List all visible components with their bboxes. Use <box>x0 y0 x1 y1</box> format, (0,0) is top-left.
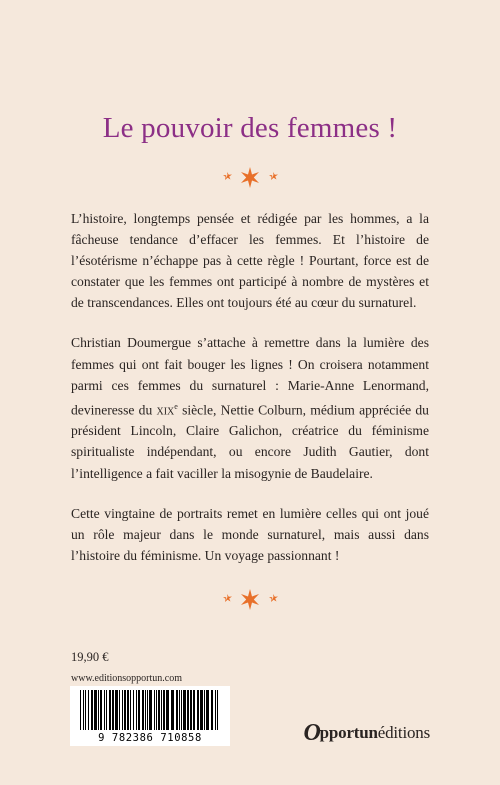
barcode-bar <box>124 690 126 730</box>
barcode-bar <box>179 690 180 730</box>
barcode-bar <box>187 690 189 730</box>
star-left-icon <box>223 172 232 180</box>
barcode-bar <box>83 690 84 730</box>
star-right-icon <box>269 172 278 180</box>
paragraph-2 <box>71 332 429 483</box>
barcode-bar <box>119 690 120 730</box>
barcode-bar <box>91 690 93 730</box>
star-right-icon <box>269 594 278 602</box>
barcode-bar <box>94 690 97 730</box>
century-numeral: xix <box>156 402 175 418</box>
barcode-bar <box>204 690 205 730</box>
barcode-bar <box>181 690 182 730</box>
barcode-bar <box>133 690 134 730</box>
publisher-mark: O <box>303 720 321 746</box>
barcode-bar <box>104 690 105 730</box>
barcode-bar <box>145 690 146 730</box>
barcode-bar <box>190 690 192 730</box>
barcode-bar <box>80 690 81 730</box>
barcode-bar <box>88 690 89 730</box>
barcode-bar <box>109 690 111 730</box>
barcode-bar <box>142 690 144 730</box>
three-stars-icon <box>210 165 290 191</box>
star-center-icon <box>241 589 259 610</box>
back-cover-text <box>71 208 429 585</box>
barcode-bar <box>193 690 195 730</box>
barcode-bar <box>115 690 118 730</box>
price: 19,90 € <box>71 650 109 664</box>
barcode-bar <box>106 690 107 730</box>
barcode-bar <box>158 690 160 730</box>
barcode-bar <box>215 690 216 730</box>
paragraph-2-part-a: Christian Doumergue s’attache à remettre dans la lumière des femmes qui ont fait bouger les lignes ! On croisera notamment parmi ces femmes du surnaturel : Marie-Anne Lenormand, devineresse du <box>71 335 429 418</box>
star-left-icon <box>223 594 232 602</box>
barcode-bar <box>206 690 209 730</box>
isbn-barcode <box>70 686 230 746</box>
barcode-bar <box>183 690 186 730</box>
publisher-name-strong: pportun <box>319 723 378 742</box>
barcode-bar <box>112 690 114 730</box>
barcode-bar <box>154 690 155 730</box>
barcode-bar <box>163 690 165 730</box>
barcode-bar <box>100 690 102 730</box>
three-stars-icon <box>210 587 290 613</box>
barcode-bar <box>85 690 86 730</box>
barcode-icon <box>78 690 222 730</box>
paragraph-2-part-b: siècle, Nettie Colburn, médium appréciée du président Lincoln, Claire Galichon, créatrice du féminisme spiritualiste indépendant, ou encore Judith Gautier, dont l’intelligence a fait vaciller la misogynie de Baudelaire. <box>71 402 429 481</box>
paragraph-3: Cette vingtaine de portraits remet en lumière celles qui ont joué un rôle majeur dans le monde surnaturel, mais aussi dans l’histoire du féminisme. Un voyage passionnant ! <box>71 505 429 563</box>
century-suffix: e <box>174 401 178 411</box>
barcode-bar <box>138 690 140 730</box>
barcode-bar <box>176 690 178 730</box>
barcode-bar <box>171 690 174 730</box>
barcode-bar <box>217 690 218 730</box>
barcode-bar <box>130 690 131 730</box>
barcode-bar <box>149 690 152 730</box>
barcode-bar <box>197 690 199 730</box>
barcode-bar <box>166 690 169 730</box>
publisher-logo <box>304 720 431 747</box>
book-title: Le pouvoir des femmes ! <box>102 112 398 144</box>
barcode-bar <box>122 690 123 730</box>
barcode-bar <box>156 690 157 730</box>
publisher-name-rest: éditions <box>377 723 430 742</box>
paragraph-1: L’histoire, longtemps pensée et rédigée par les hommes, a la fâcheuse tendance d’effacer les femmes. Et l’histoire de l’ésotérisme n’échappe pas à cette règle ! Pourtant, force est de constater que les femmes ont participé à nombre de mystères et de transcendances. Elles ont toujours été au cœur du surnaturel. <box>71 211 429 311</box>
isbn-number: 9 782386 710858 <box>98 732 202 744</box>
barcode-bar <box>98 690 99 730</box>
barcode-bar <box>136 690 137 730</box>
publisher-website: www.editionsopportun.com <box>71 673 183 684</box>
barcode-bar <box>127 690 129 730</box>
barcode-bar <box>211 690 213 730</box>
barcode-bar <box>200 690 203 730</box>
barcode-bar <box>161 690 162 730</box>
star-center-icon <box>241 167 259 188</box>
barcode-bar <box>147 690 148 730</box>
